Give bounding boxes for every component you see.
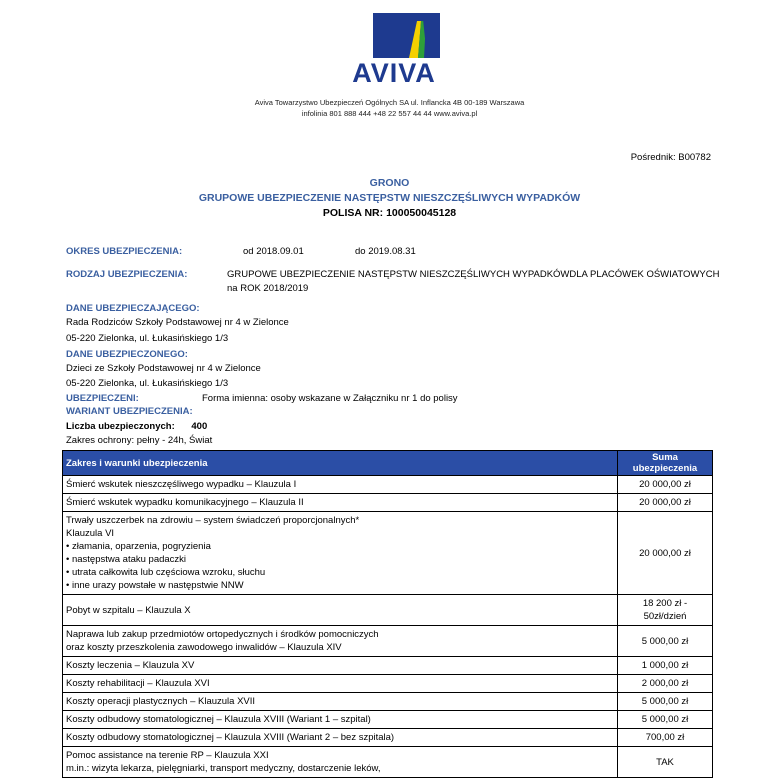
insured-count-label: Liczba ubezpieczonych: <box>66 421 175 432</box>
coverage-scope-line: • utrata całkowita lub częściowa wzroku, słuchu <box>66 567 266 578</box>
table-row <box>63 747 713 778</box>
coverage-scope-line: Naprawa lub zakup przedmiotów ortopedycznych i środków pomocniczych <box>66 629 379 640</box>
protection-scope: Zakres ochrony: pełny - 24h, Świat <box>66 435 213 446</box>
aviva-logo-icon <box>373 13 440 58</box>
coverage-scope-line: Koszty odbudowy stomatologicznej – Klauzula XVIII (Wariant 2 – bez szpitala) <box>66 732 395 743</box>
coverage-scope-line: Pobyt w szpitalu – Klauzula X <box>66 604 191 616</box>
table-row <box>63 711 713 729</box>
coverage-scope-cell <box>63 512 618 595</box>
coverage-scope-line: Koszty odbudowy stomatologicznej – Klauzula XVIII (Wariant 1 – szpital) <box>66 714 371 725</box>
coverage-scope-line: m.in.: wizyta lekarza, pielęgniarki, transport medyczny, dostarczenie leków, <box>66 763 381 774</box>
policyholder-label: DANE UBEZPIECZAJĄCEGO: <box>66 303 200 314</box>
coverage-scope-cell <box>63 711 618 729</box>
table-row <box>63 675 713 693</box>
period-to: do 2019.08.31 <box>355 246 416 257</box>
period-from: od 2018.09.01 <box>243 246 304 257</box>
coverage-scope-line: • inne urazy powstałe w następstwie NNW <box>66 580 244 591</box>
coverage-sum-cell: 5 000,00 zł <box>618 693 713 711</box>
coverage-scope-line: Śmierć wskutek wypadku komunikacyjnego – Klauzula II <box>66 497 304 508</box>
policy-label: POLISA NR: <box>322 207 384 219</box>
coverage-sum-cell: 1 000,00 zł <box>618 657 713 675</box>
table-row <box>63 693 713 711</box>
type-line2: na ROK 2018/2019 <box>227 283 309 294</box>
logo-wordmark: AVIVA <box>352 58 436 88</box>
insured-count-value: 400 <box>191 421 208 432</box>
product-name: GRONO <box>369 177 410 189</box>
period-label: OKRES UBEZPIECZENIA: <box>66 246 183 257</box>
coverage-scope-line: Trwały uszczerbek na zdrowiu – system świadczeń proporcjonalnych* <box>66 515 360 526</box>
table-row <box>63 494 713 512</box>
coverage-scope-cell <box>63 729 618 747</box>
coverage-sum-cell: 20 000,00 zł <box>618 476 713 494</box>
coverage-scope-line: Koszty rehabilitacji – Klauzula XVI <box>66 678 210 689</box>
table-row <box>63 476 713 494</box>
table-row <box>63 512 713 595</box>
coverage-scope-line: Koszty operacji plastycznych – Klauzula XVII <box>66 696 256 707</box>
coverage-scope-line: Klauzula VI <box>66 528 115 539</box>
coverage-scope-line: Śmierć wskutek nieszczęśliwego wypadku – Klauzula I <box>66 479 297 490</box>
broker-code: Pośrednik: B00782 <box>630 152 711 163</box>
coverage-scope-cell <box>63 657 618 675</box>
policyholder-name: Rada Rodziców Szkoły Podstawowej nr 4 w Zielonce <box>66 317 289 328</box>
variant-label: WARIANT UBEZPIECZENIA: <box>66 406 193 417</box>
coverage-scope-line: Pomoc assistance na terenie RP – Klauzula XXI <box>66 750 269 761</box>
coverage-col-sum: Suma ubezpieczenia <box>618 451 713 476</box>
coverage-scope-cell <box>63 747 618 778</box>
insured-label: DANE UBEZPIECZONEGO: <box>66 349 188 360</box>
company-address: Aviva Towarzystwo Ubezpieczeń Ogólnych SA ul. Inflancka 4B 00-189 Warszawa <box>254 98 525 107</box>
insured-count <box>66 421 207 432</box>
product-title: GRUPOWE UBEZPIECZENIE NASTĘPSTW NIESZCZĘŚLIWYCH WYPADKÓW <box>198 192 581 204</box>
table-row <box>63 595 713 626</box>
insured-address: 05-220 Zielonka, ul. Łukasińskiego 1/3 <box>66 378 229 389</box>
table-row <box>63 729 713 747</box>
type-label: RODZAJ UBEZPIECZENIA: <box>66 269 188 280</box>
coverage-sum-cell: 20 000,00 zł <box>618 512 713 595</box>
coverage-scope-line: oraz koszty przeszkolenia zawodowego inwalidów – Klauzula XIV <box>66 642 342 653</box>
coverage-scope-line: Koszty leczenia – Klauzula XV <box>66 660 195 671</box>
coverage-sum-cell: 18 200 zł - 50zł/dzień <box>618 595 713 626</box>
type-line1: GRUPOWE UBEZPIECZENIE NASTĘPSTW NIESZCZĘŚLIWYCH WYPADKÓWDLA PLACÓWEK OŚWIATOWYCH <box>227 269 720 280</box>
coverage-sum-cell: 5 000,00 zł <box>618 711 713 729</box>
coverage-sum-cell: 700,00 zł <box>618 729 713 747</box>
coverage-scope-cell <box>63 494 618 512</box>
coverage-sum-cell: TAK <box>618 747 713 778</box>
table-row <box>63 626 713 657</box>
coverage-sum-cell: 5 000,00 zł <box>618 626 713 657</box>
coverage-header-row <box>63 451 713 476</box>
insured-persons-label: UBEZPIECZENI: <box>66 393 139 404</box>
table-row <box>63 657 713 675</box>
coverage-scope-cell <box>63 675 618 693</box>
coverage-scope-cell <box>63 693 618 711</box>
coverage-table <box>62 450 713 778</box>
coverage-sum-cell: 2 000,00 zł <box>618 675 713 693</box>
policy-number: 100050045128 <box>386 207 457 219</box>
policyholder-address: 05-220 Zielonka, ul. Łukasińskiego 1/3 <box>66 333 229 344</box>
coverage-scope-line: • następstwa ataku padaczki <box>66 554 187 565</box>
coverage-scope-cell <box>63 476 618 494</box>
coverage-scope-cell <box>63 595 618 626</box>
policy-number-line <box>0 207 779 219</box>
coverage-scope-cell <box>63 626 618 657</box>
coverage-col-scope: Zakres i warunki ubezpieczenia <box>63 451 618 476</box>
coverage-scope-line: • złamania, oparzenia, pogryzienia <box>66 541 211 552</box>
coverage-sum-cell: 20 000,00 zł <box>618 494 713 512</box>
company-contact: infolinia 801 888 444 +48 22 557 44 44 www.aviva.pl <box>301 109 478 118</box>
insured-persons-value: Forma imienna: osoby wskazane w Załączniku nr 1 do polisy <box>202 393 458 404</box>
insured-name: Dzieci ze Szkoły Podstawowej nr 4 w Zielonce <box>66 363 261 374</box>
